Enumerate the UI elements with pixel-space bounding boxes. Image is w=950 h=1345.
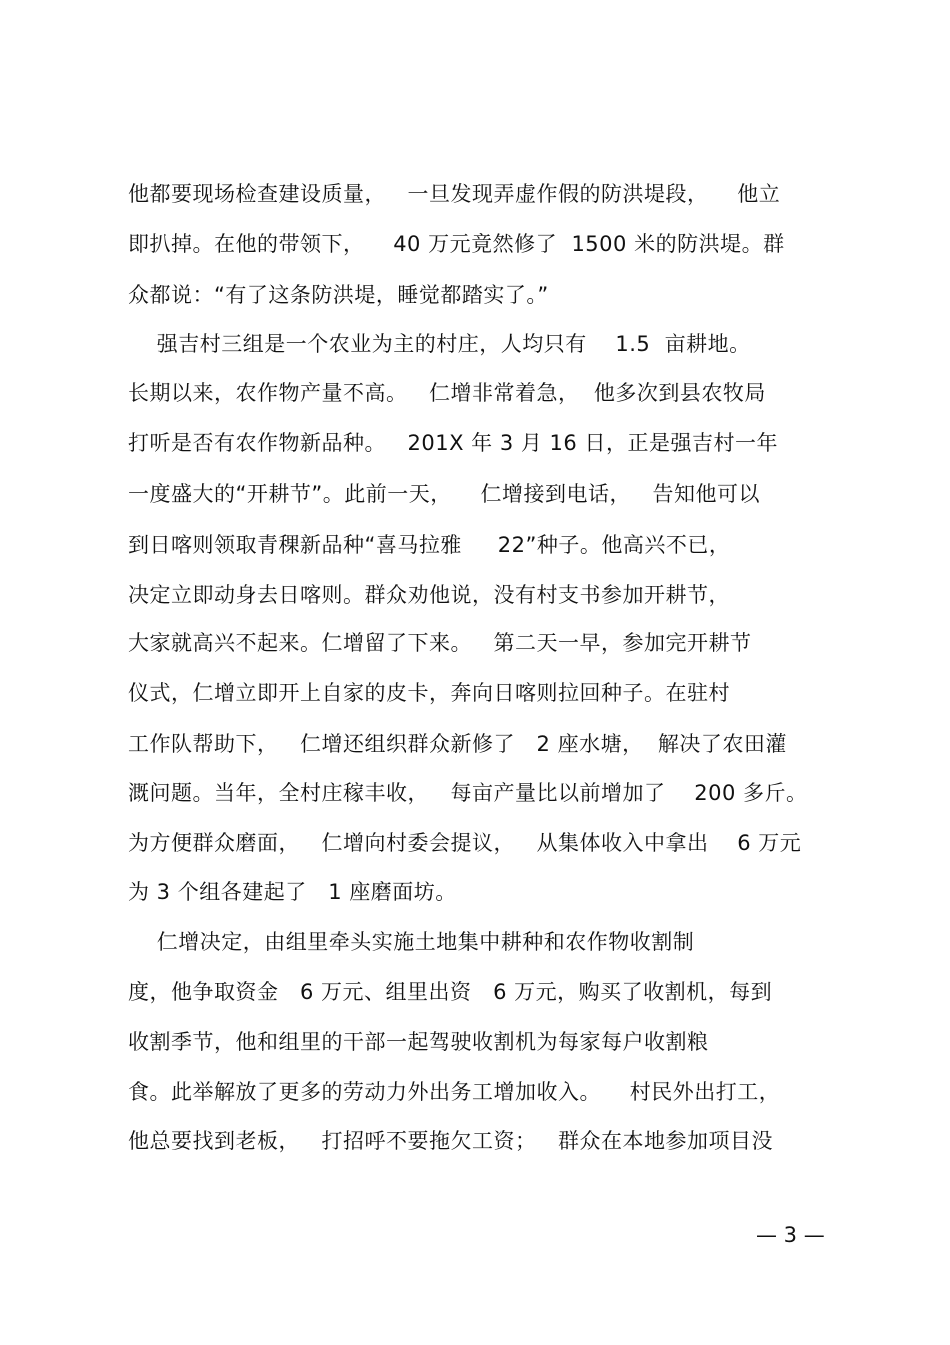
text-line: 食。此举解放了更多的劳动力外出务工增加收入。 村民外出打工， [128, 1080, 781, 1104]
text-line: 决定立即动身去日喀则。群众劝他说，没有村支书参加开耕节， [128, 583, 730, 607]
text-line: 为 3 个组各建起了 1 座磨面坊。 [128, 880, 457, 904]
text-line: 长期以来，农作物产量不高。 仁增非常着急， 他多次到县农牧局 [128, 381, 766, 405]
text-line: 他总要找到老板， 打招呼不要拖欠工资； 群众在本地参加项目没 [128, 1129, 774, 1153]
text-line: 工作队帮助下， 仁增还组织群众新修了 2 座水塘， 解决了农田灌 [128, 732, 787, 756]
text-line: 众都说：“有了这条防洪堤，睡觉都踏实了。” [128, 283, 549, 307]
text-line: 仁增决定，由组里牵头实施土地集中耕种和农作物收割制 [128, 930, 695, 954]
text-line: 他都要现场检查建设质量， 一旦发现弄虚作假的防洪堤段， 他立 [128, 182, 781, 206]
page-number: — 3 — [756, 1223, 825, 1247]
text-line: 收割季节，他和组里的干部一起驾驶收割机为每家每户收割粮 [128, 1030, 709, 1054]
text-line: 一度盛大的“开耕节”。此前一天， 仁增接到电话， 告知他可以 [128, 482, 760, 506]
text-line: 仪式，仁增立即开上自家的皮卡，奔向日喀则拉回种子。在驻村 [128, 681, 730, 705]
text-line: 溉问题。当年，全村庄稼丰收， 每亩产量比以前增加了 200 多斤。 [128, 781, 808, 805]
text-line: 到日喀则领取青稞新品种“喜马拉雅 22”种子。他高兴不已， [128, 533, 731, 557]
text-line: 打听是否有农作物新品种。 201X 年 3 月 16 日，正是强吉村一年 [128, 431, 778, 455]
text-line: 度，他争取资金 6 万元、组里出资 6 万元，购买了收割机，每到 [128, 980, 773, 1004]
text-line: 为方便群众磨面， 仁增向村委会提议， 从集体收入中拿出 6 万元 [128, 831, 802, 855]
text-line: 大家就高兴不起来。仁增留了下来。 第二天一早，参加完开耕节 [128, 631, 752, 655]
text-line: 即扒掉。在他的带领下， 40 万元竟然修了 1500 米的防洪堤。群 [128, 232, 785, 256]
text-line: 强吉村三组是一个农业为主的村庄，人均只有 1.5 亩耕地。 [128, 332, 751, 356]
